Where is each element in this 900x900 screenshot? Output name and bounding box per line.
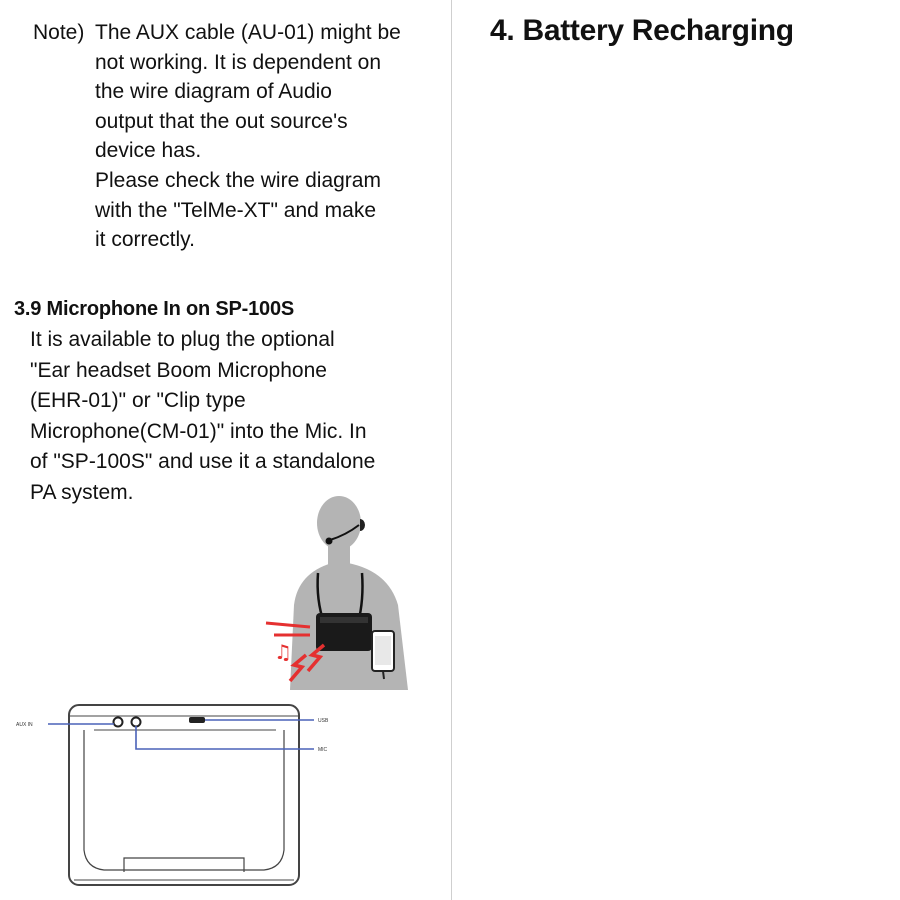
music-note-icon: ♫ [274, 640, 292, 664]
note-block [33, 18, 433, 255]
section-3-9-title: 3.9 Microphone In on SP-100S [14, 298, 295, 320]
smartphone [372, 631, 394, 679]
note-prefix: Note) [33, 21, 85, 44]
speaker-body [69, 705, 299, 885]
column-divider [451, 0, 452, 900]
aux-in-label: AUX IN [16, 722, 33, 728]
speaker-pouch [316, 613, 372, 651]
mic-label: MIC [318, 747, 328, 753]
person-with-speaker-illustration [260, 495, 420, 695]
section-3-9-body: It is available to plug the optional "Ear headset Boom Microphone (EHR-01)" or "Clip type Microphone(CM-01)" into the Mic. In of "SP-100S" and use it a standalone PA system. [30, 328, 376, 504]
usb-label: USB [318, 718, 329, 724]
section-4-title: 4. Battery Recharging [490, 14, 794, 47]
port-mic [132, 718, 141, 727]
callout-lines [48, 720, 314, 749]
port-aux-in [114, 718, 123, 727]
note-paragraph-2: Please check the wire diagram with the "TelMe-XT" and make it correctly. [95, 168, 381, 252]
speaker-device-diagram [14, 700, 354, 890]
port-usb [189, 717, 205, 723]
note-paragraph-1: The AUX cable (AU-01) might be not working. It is dependent on the wire diagram of Audio output that the out source's device has. [95, 21, 401, 163]
